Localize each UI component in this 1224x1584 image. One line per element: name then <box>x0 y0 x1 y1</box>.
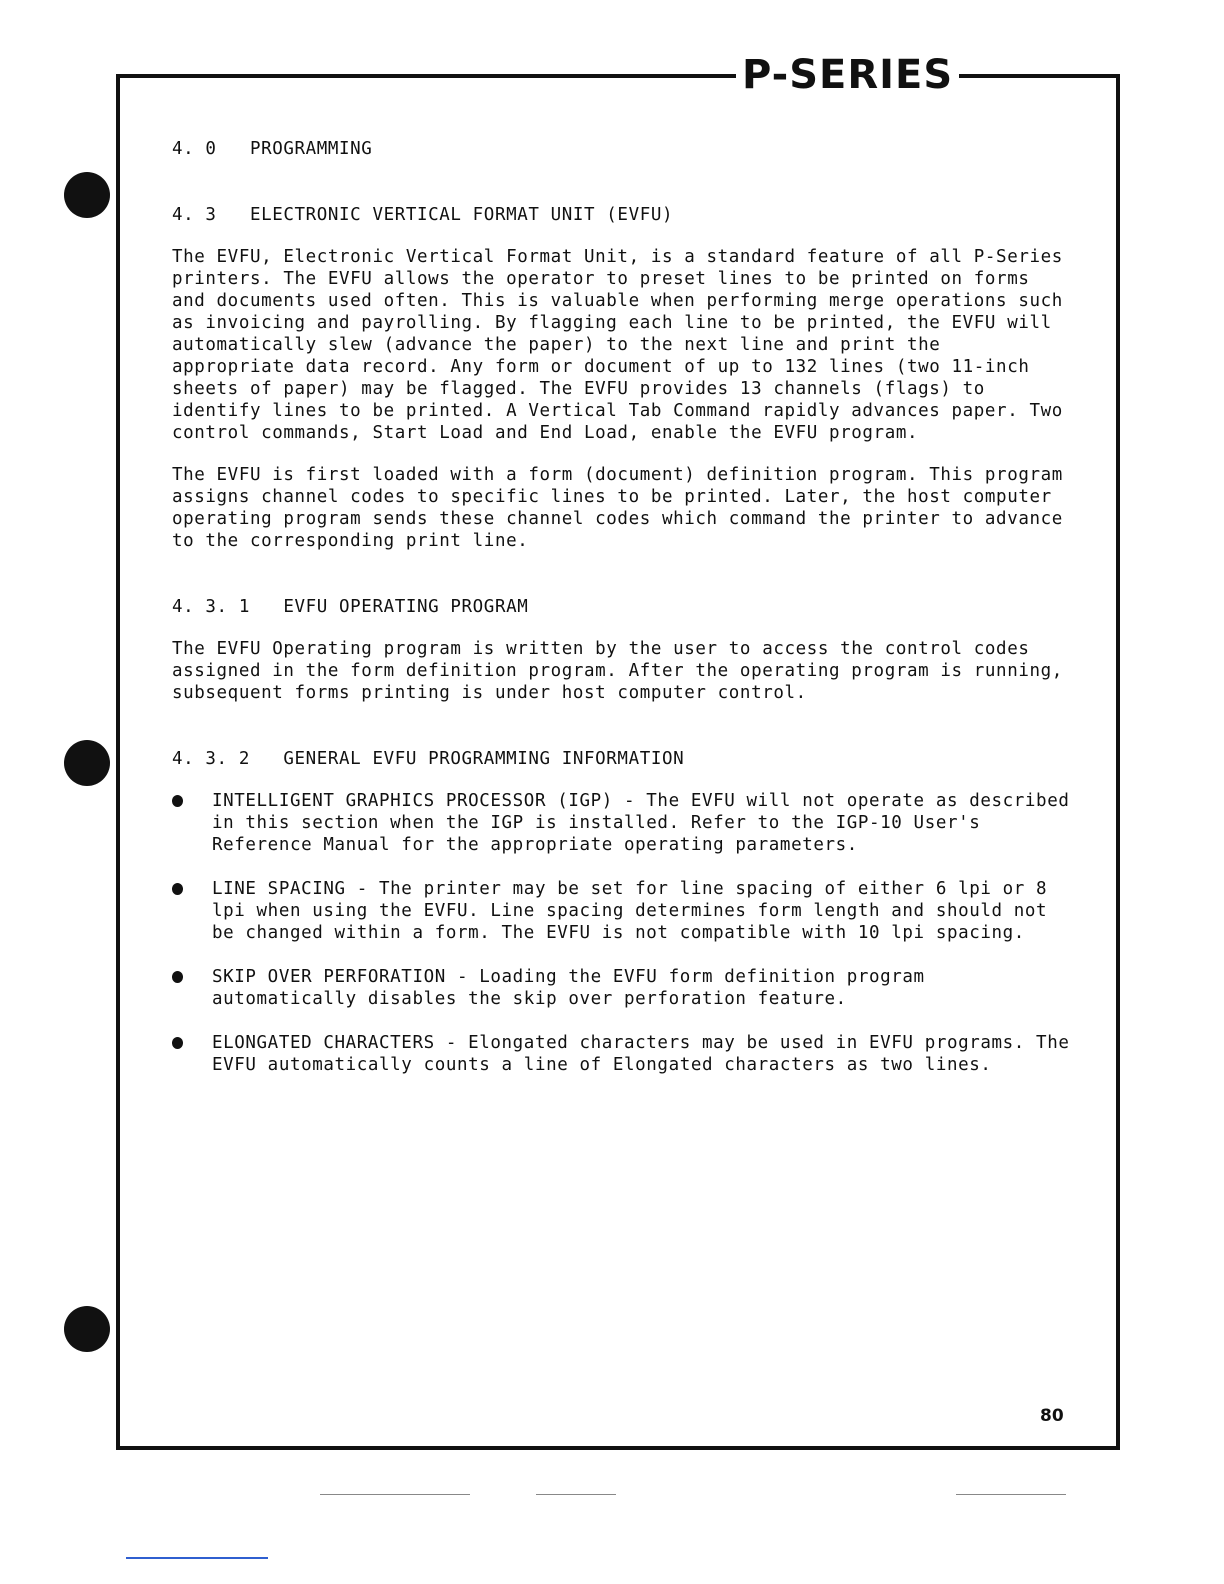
binder-hole-icon <box>64 1306 110 1352</box>
document-body <box>172 138 1072 1098</box>
bullet-icon <box>172 795 183 807</box>
list-item <box>172 1032 1072 1076</box>
section-heading: 4. 0 PROGRAMMING <box>172 139 373 159</box>
section-heading: 4. 3. 1 EVFU OPERATING PROGRAM <box>172 597 529 617</box>
scan-artifact <box>536 1494 616 1495</box>
list-item <box>172 966 1072 1010</box>
section-heading: 4. 3 ELECTRONIC VERTICAL FORMAT UNIT (EVFU) <box>172 205 674 225</box>
bullet-icon <box>172 1037 183 1049</box>
paragraph: The EVFU, Electronic Vertical Format Unit, is a standard feature of all P-Series printers. The EVFU allows the operator to preset lines to be printed on forms and documents used often. This is valuable when performing merge operations such as invoicing and payrolling. By flagging each line to be printed, the EVFU will automatically slew (advance the paper) to the next line and print the appropriate data record. Any form or document of up to 132 lines (two 11-inch sheets of paper) may be flagged. The EVFU provides 13 channels (flags) to identify lines to be printed. A Vertical Tab Command rapidly advances paper. Two control commands, Start Load and End Load, enable the EVFU program. <box>172 247 1063 443</box>
scan-artifact <box>956 1494 1066 1495</box>
list-item <box>172 878 1072 944</box>
bullet-icon <box>172 883 183 895</box>
list-item-text: LINE SPACING - The printer may be set for line spacing of either 6 lpi or 8 lpi when using the EVFU. Line spacing determines form length and should not be changed within a form. The EVFU is not compatible with 10 lpi spacing. <box>212 879 1048 943</box>
bullet-icon <box>172 971 183 983</box>
list-item-text: INTELLIGENT GRAPHICS PROCESSOR (IGP) - The EVFU will not operate as described in this section when the IGP is installed. Refer to the IGP-10 User's Reference Manual for the appropriate operating parameters. <box>212 791 1070 855</box>
list-item-text: SKIP OVER PERFORATION - Loading the EVFU form definition program automatically disables the skip over perforation feature. <box>212 967 925 1009</box>
paragraph: The EVFU Operating program is written by the user to access the control codes assigned in the form definition program. After the operating program is running, subsequent forms printing is under host computer control. <box>172 639 1063 703</box>
section-heading: 4. 3. 2 GENERAL EVFU PROGRAMMING INFORMATION <box>172 749 685 769</box>
binder-hole-icon <box>64 172 110 218</box>
scan-artifact <box>320 1494 470 1495</box>
bullet-list <box>172 790 1072 1076</box>
list-item-text: ELONGATED CHARACTERS - Elongated characters may be used in EVFU programs. The EVFU automatically counts a line of Elongated characters as two lines. <box>212 1033 1070 1075</box>
list-item <box>172 790 1072 856</box>
brand-header: P-SERIES <box>736 52 959 98</box>
page-number: 80 <box>1040 1406 1064 1426</box>
paragraph: The EVFU is first loaded with a form (document) definition program. This program assigns channel codes to specific lines to be printed. Later, the host computer operating program sends these channel codes which command the printer to advance to the corresponding print line. <box>172 465 1063 551</box>
binder-hole-icon <box>64 740 110 786</box>
scan-artifact <box>126 1557 268 1559</box>
